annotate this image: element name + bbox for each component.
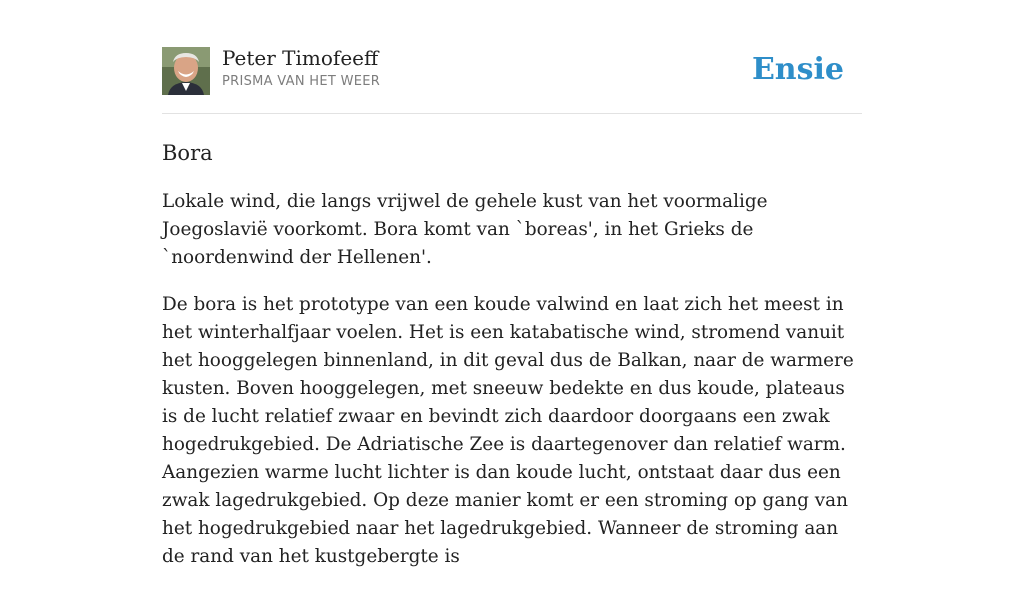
author-avatar[interactable] <box>162 47 210 95</box>
article-header <box>162 46 862 96</box>
brand-logo[interactable]: Ensie <box>751 52 844 87</box>
author-name[interactable]: Peter Timofeeff <box>222 46 379 70</box>
article-paragraph: Lokale wind, die langs vrijwel de gehele kust van het voormalige Joegoslavië voorkomt. Bora komt van `boreas', in het Grieks de `noordenwind der Hellenen'. <box>162 191 768 268</box>
author-portrait <box>162 47 210 95</box>
article-title: Bora <box>162 141 213 165</box>
article-paragraph: De bora is het prototype van een koude valwind en laat zich het meest in het winterhalfjaar voelen. Het is een katabatische wind, stromend vanuit het hooggelegen binnenland, in dit geval dus de Balkan, naar de warmere kusten. Boven hooggelegen, met sneeuw bedekte en dus koude, plateaus is de lucht relatief zwaar en bevindt zich daardoor doorgaans een zwak hogedrukgebied. De Adriatische Zee is daartegenover dan relatief warm. Aangezien warme lucht lichter is dan koude lucht, ontstaat daar dus een zwak lagedrukgebied. Op deze manier komt er een stroming op gang van het hogedrukgebied naar het lagedrukgebied. Wanneer de stroming aan de rand van het kustgebergte is <box>162 294 854 567</box>
header-divider <box>162 113 862 114</box>
article-body <box>162 138 862 590</box>
publication-name[interactable]: PRISMA VAN HET WEER <box>222 74 381 89</box>
